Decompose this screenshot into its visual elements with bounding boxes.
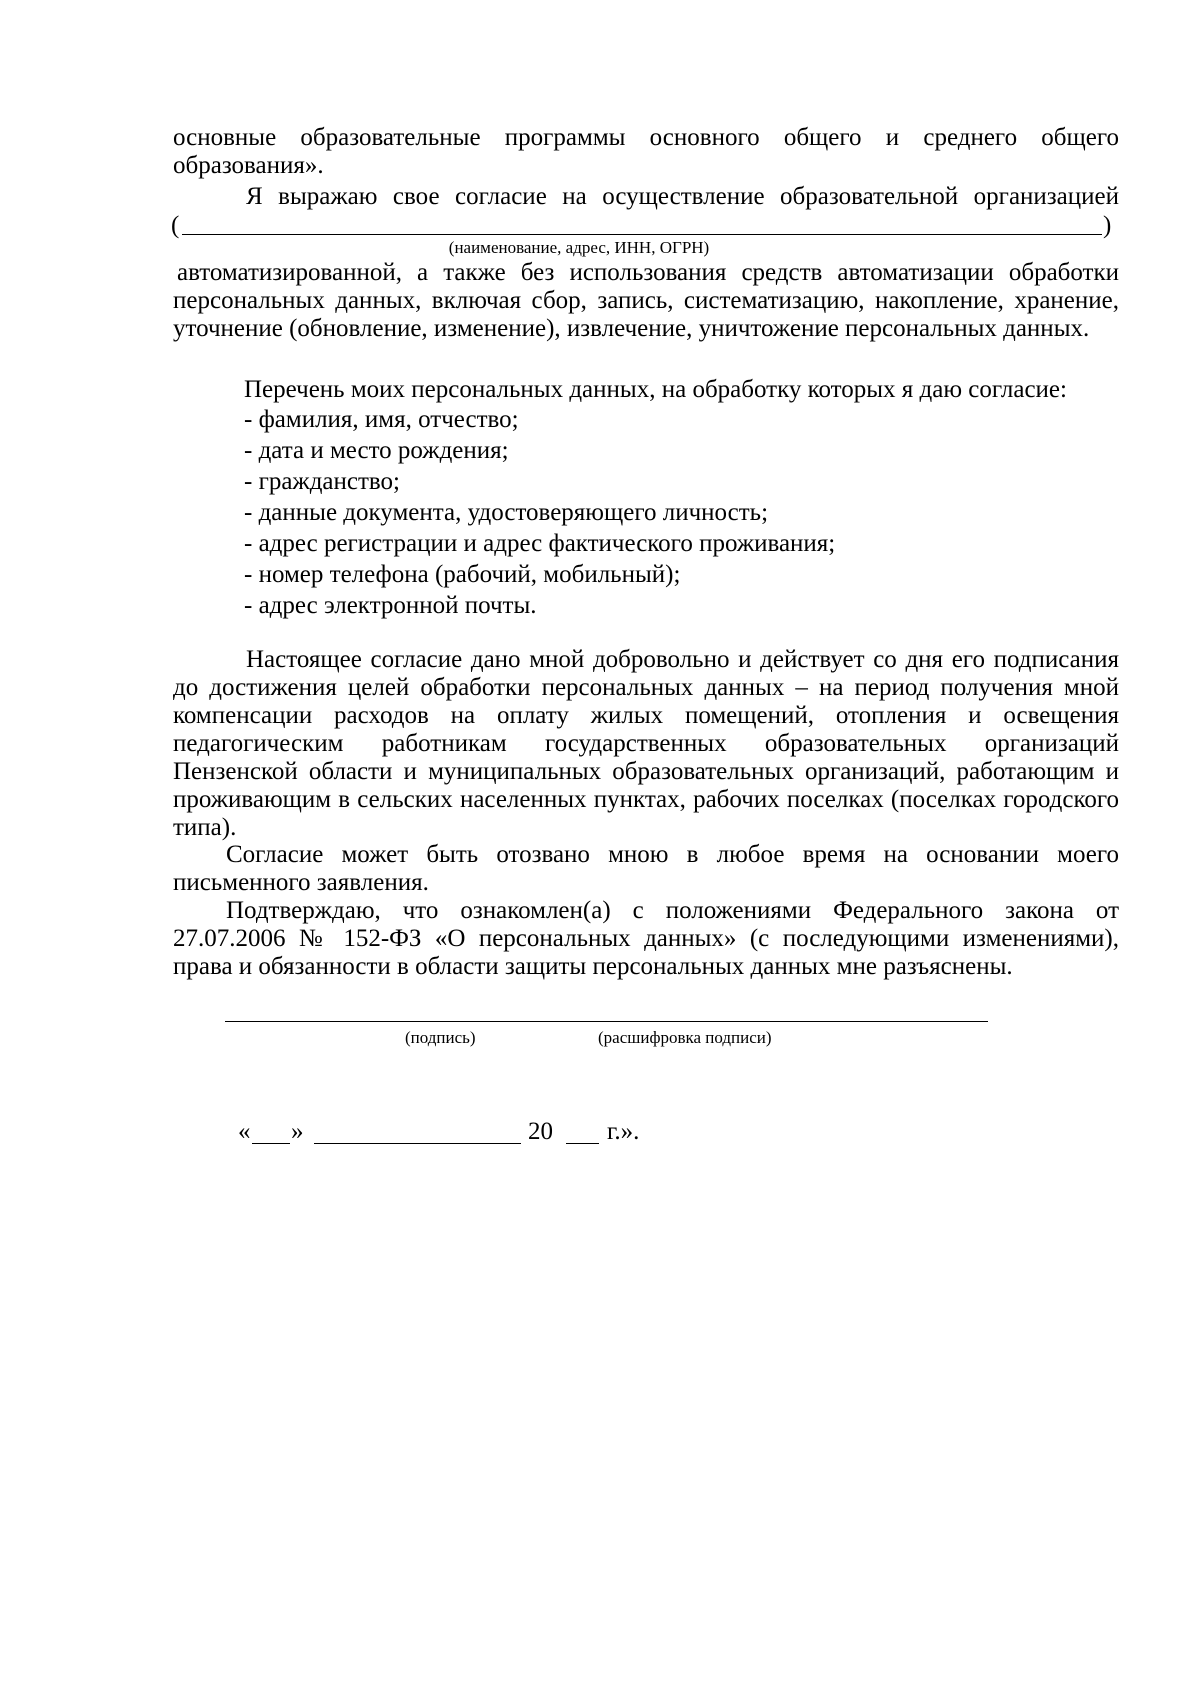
consent-statement: Я выражаю свое согласие на осуществление образовательной организацией [246, 183, 1119, 210]
date-close-quote: » [291, 1118, 304, 1145]
list-item: - гражданство; [244, 468, 400, 495]
signature-decode-caption: (расшифровка подписи) [598, 1028, 772, 1047]
date-open-quote: « [238, 1118, 251, 1145]
list-item: - адрес регистрации и адрес фактического проживания; [244, 530, 836, 557]
list-heading: Перечень моих персональных данных, на обработку которых я даю согласие: [244, 376, 1067, 403]
list-item: - фамилия, имя, отчество; [244, 406, 519, 433]
date-month-blank [314, 1143, 521, 1144]
signature-caption: (подпись) [405, 1028, 476, 1047]
list-item: - данные документа, удостоверяющего личность; [244, 499, 769, 526]
processing-paragraph: автоматизированной, а также без использования средств автоматизации обработки персональных данных, включая сбор, запись, систематизацию, накопление, хранение, уточнение (обновление, изменение), извлечение, уничтожение персональных данных. [173, 259, 1119, 342]
validity-paragraph: Настоящее согласие дано мной добровольно и действует со дня его подписания до достижения целей обработки персональных данных – на период получения мной компенсации расходов на оплату жилых помещений, отопления и освещения педагогическим работникам государственных образовательных организаций Пензенской области и муниципальных образовательных организаций, работающим и проживающим в сельских населенных пунктах, рабочих поселках (поселках городского типа). [173, 646, 1119, 841]
confirmation-paragraph: Подтверждаю, что ознакомлен(а) с положениями Федерального закона от 27.07.2006 № 152-ФЗ «О персональных данных» (с последующими изменениями), права и обязанности в области защиты персональных данных мне разъяснены. [173, 897, 1119, 980]
intro-paragraph: основные образовательные программы основного общего и среднего общего образования». [173, 124, 1119, 179]
organization-caption: (наименование, адрес, ИНН, ОГРН) [448, 238, 710, 257]
list-item: - номер телефона (рабочий, мобильный); [244, 561, 681, 588]
date-year-blank [566, 1143, 599, 1144]
paren-open: ( [171, 212, 180, 239]
date-day-blank [252, 1143, 290, 1144]
list-item: - адрес электронной почты. [244, 592, 537, 619]
paren-close: ) [1103, 212, 1112, 239]
revocation-paragraph: Согласие может быть отозвано мною в любое время на основании моего письменного заявления. [173, 841, 1119, 896]
date-year-prefix: 20 [528, 1118, 553, 1145]
personal-data-list [244, 404, 835, 621]
organization-blank-line [182, 234, 1102, 235]
date-year-suffix: г.». [607, 1118, 640, 1145]
signature-line [225, 1021, 988, 1022]
list-item: - дата и место рождения; [244, 437, 509, 464]
